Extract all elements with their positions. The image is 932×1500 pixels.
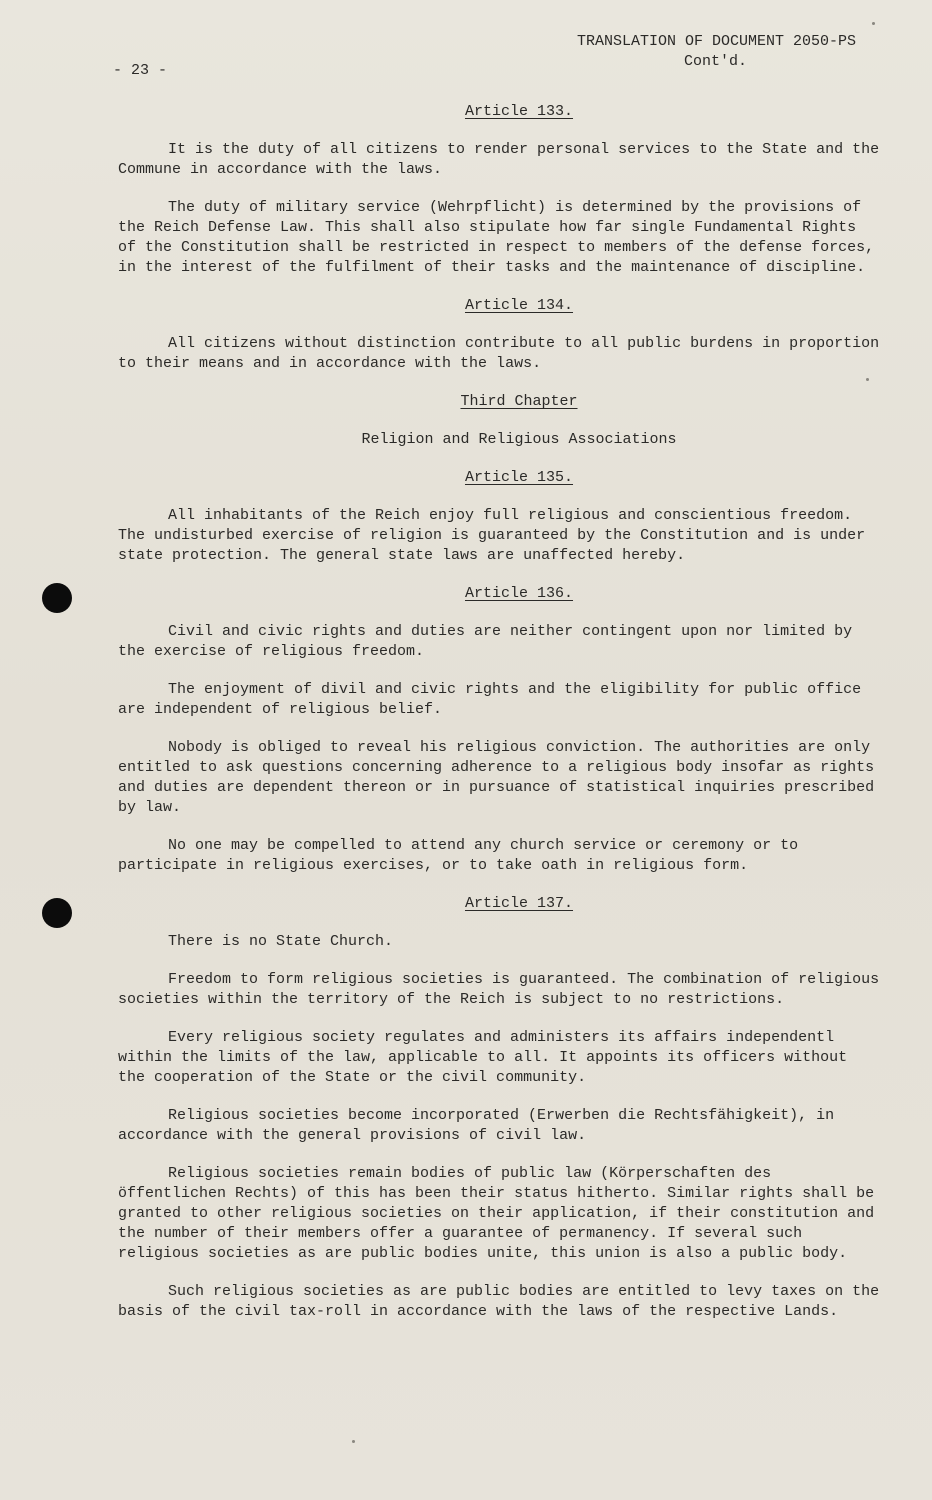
article-136-paragraph-2: The enjoyment of divil and civic rights and the eligibility for public office are independent of religious belief.	[118, 681, 862, 718]
article-135-heading: Article 135.	[464, 469, 574, 486]
page-number: - 23 -	[113, 62, 168, 79]
paper-speck	[352, 1440, 355, 1443]
punch-hole	[42, 583, 72, 613]
article-133-paragraph-2: The duty of military service (Wehrpflicht) is determined by the provisions of the Reich Defense Law. This shall also stipulate how far single Fundamental Rights of the Constitution shall be restricted in respect to members of the defense forces, in the interest of the fulfilment of their tasks and the maintenance of discipline.	[118, 199, 875, 276]
document-header	[577, 32, 856, 72]
paper-speck	[872, 22, 875, 25]
article-136-heading: Article 136.	[464, 585, 574, 602]
article-137-paragraph-6: Such religious societies as are public bodies are entitled to levy taxes on the basis of the civil tax-roll in accordance with the laws of the respective Lands.	[118, 1283, 880, 1320]
document-title: TRANSLATION OF DOCUMENT 2050-PS	[577, 33, 857, 50]
article-133-heading: Article 133.	[464, 103, 574, 120]
article-137-heading: Article 137.	[464, 895, 574, 912]
article-135-paragraph-1: All inhabitants of the Reich enjoy full religious and conscientious freedom. The undisturbed exercise of religion is guaranteed by the Constitution and is under state protection. The general state laws are unaffected hereby.	[118, 507, 866, 564]
punch-hole	[42, 898, 72, 928]
article-137-paragraph-2: Freedom to form religious societies is guaranteed. The combination of religious societies within the territory of the Reich is subject to no restrictions.	[118, 971, 880, 1008]
article-136-paragraph-1: Civil and civic rights and duties are neither contingent upon nor limited by the exercise of religious freedom.	[118, 623, 853, 660]
continued-label: Cont'd.	[684, 53, 748, 70]
paper-speck	[866, 378, 869, 381]
article-137-paragraph-1: There is no State Church.	[168, 933, 394, 950]
article-137-paragraph-4: Religious societies become incorporated (Erwerben die Rechtsfähigkeit), in accordance with the general provisions of civil law.	[118, 1107, 835, 1144]
chapter-subheading: Religion and Religious Associations	[361, 431, 677, 448]
article-134-heading: Article 134.	[464, 297, 574, 314]
article-137-paragraph-3: Every religious society regulates and administers its affairs independentl within the limits of the law, applicable to all. It appoints its officers without the cooperation of the State or the civil community.	[118, 1029, 848, 1086]
article-137-paragraph-5: Religious societies remain bodies of public law (Körperschaften des öffentlichen Rechts) of this has been their status hitherto. Similar rights shall be granted to other religious societies on their application, if their constitution and the number of their members offer a guarantee of permanency. If several such religious societies as are public bodies unite, this union is also a public body.	[118, 1165, 875, 1262]
document-body	[118, 102, 880, 1340]
chapter-heading: Third Chapter	[460, 393, 578, 410]
article-133-paragraph-1: It is the duty of all citizens to render personal services to the State and the Commune in accordance with the laws.	[118, 141, 880, 178]
article-134-paragraph-1: All citizens without distinction contribute to all public burdens in proportion to their means and in accordance with the laws.	[118, 335, 880, 372]
article-136-paragraph-4: No one may be compelled to attend any church service or ceremony or to participate in religious exercises, or to take oath in religious form.	[118, 837, 799, 874]
article-136-paragraph-3: Nobody is obliged to reveal his religious conviction. The authorities are only entitled to ask questions concerning adherence to a religious body insofar as rights and duties are dependent thereon or in pursuance of statistical inquiries prescribed by law.	[118, 739, 875, 816]
